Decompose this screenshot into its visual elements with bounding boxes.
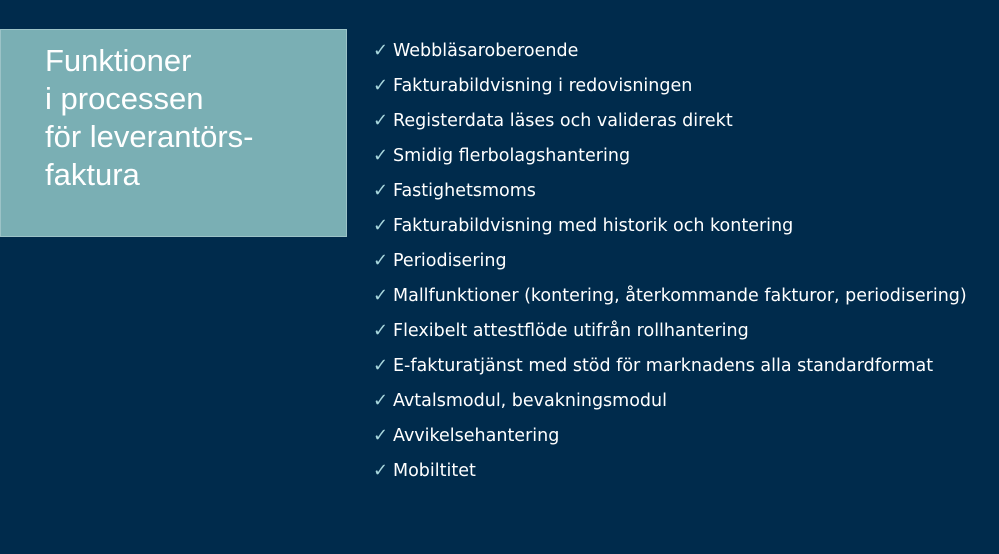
feature-label: Mallfunktioner (kontering, återkommande fakturor, periodisering) — [393, 285, 967, 306]
check-icon: ✓ — [373, 75, 389, 96]
feature-item — [373, 278, 967, 313]
feature-label: Periodisering — [393, 250, 507, 271]
feature-label: Avvikelsehantering — [393, 425, 560, 446]
feature-item — [373, 313, 967, 348]
check-icon: ✓ — [373, 390, 389, 411]
feature-item — [373, 418, 967, 453]
feature-item — [373, 33, 967, 68]
feature-item — [373, 138, 967, 173]
title-panel — [0, 29, 347, 237]
check-icon: ✓ — [373, 355, 389, 376]
check-icon: ✓ — [373, 215, 389, 236]
check-icon: ✓ — [373, 180, 389, 201]
feature-item — [373, 348, 967, 383]
feature-label: Smidig flerbolagshantering — [393, 145, 631, 166]
feature-list — [373, 33, 967, 488]
feature-item — [373, 173, 967, 208]
feature-item — [373, 453, 967, 488]
feature-item — [373, 103, 967, 138]
feature-item — [373, 243, 967, 278]
check-icon: ✓ — [373, 425, 389, 446]
slide-title: Funktioner i processen för leverantörs- faktura — [45, 43, 254, 192]
check-icon: ✓ — [373, 320, 389, 341]
check-icon: ✓ — [373, 460, 389, 481]
check-icon: ✓ — [373, 285, 389, 306]
check-icon: ✓ — [373, 110, 389, 131]
feature-label: Fastighetsmoms — [393, 180, 536, 201]
feature-label: Fakturabildvisning i redovisningen — [393, 75, 693, 96]
feature-label: E-fakturatjänst med stöd för marknadens alla standardformat — [393, 355, 934, 376]
feature-item — [373, 208, 967, 243]
feature-label: Webbläsaroberoende — [393, 40, 579, 61]
feature-label: Flexibelt attestflöde utifrån rollhantering — [393, 320, 749, 341]
check-icon: ✓ — [373, 145, 389, 166]
check-icon: ✓ — [373, 250, 389, 271]
feature-label: Registerdata läses och valideras direkt — [393, 110, 733, 131]
feature-label: Fakturabildvisning med historik och kontering — [393, 215, 794, 236]
feature-label: Mobiltitet — [393, 460, 476, 481]
feature-label: Avtalsmodul, bevakningsmodul — [393, 390, 667, 411]
feature-item — [373, 383, 967, 418]
feature-item — [373, 68, 967, 103]
check-icon: ✓ — [373, 40, 389, 61]
